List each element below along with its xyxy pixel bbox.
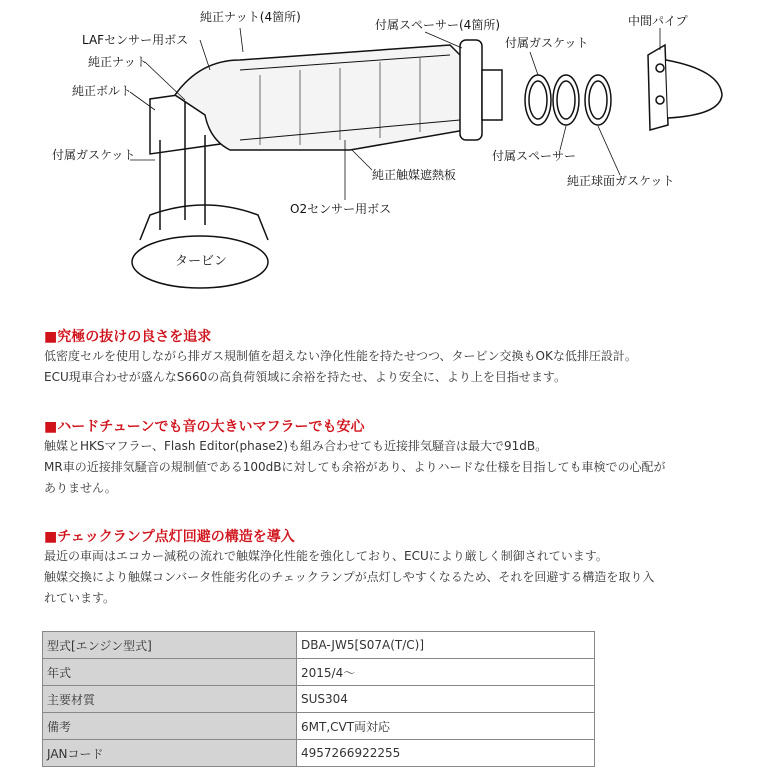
label-nut-4: 純正ナット(4箇所) (200, 10, 301, 24)
table-row (43, 632, 595, 659)
spec-key: 主要材質 (43, 686, 297, 713)
text-line: 最近の車両はエコカー減税の流れで触媒浄化性能を強化しており、ECUにより厳しく制御されています。 (44, 549, 608, 563)
label-sphere-gasket: 純正球面ガスケット (567, 174, 675, 188)
spec-value: 2015/4～ (297, 659, 595, 686)
table-row (43, 659, 595, 686)
text-line: MR車の近接排気騒音の規制値である100dBに対しても余裕があり、よりハードな仕様を目指しても車検での心配が (44, 460, 666, 474)
parts-diagram (0, 0, 780, 300)
text-line: 触媒とHKSマフラー、Flash Editor(phase2)も組み合わせても近接排気騒音は最大で91dB。 (44, 439, 548, 453)
label-spacer: 付属スペーサー (492, 149, 577, 163)
label-gasket-left: 付属ガスケット (52, 148, 136, 162)
label-o2-boss: O2センサー用ボス (290, 202, 392, 216)
spec-value: 6MT,CVT両対応 (297, 713, 595, 740)
text-line: ECU現車合わせが盛んなS660の高負荷領域に余裕を持たせ、より安全に、より上を目指せます。 (44, 370, 566, 384)
section-heading: ■チェックランプ点灯回避の構造を導入 (44, 529, 295, 545)
spec-value: DBA-JW5[S07A(T/C)] (297, 632, 595, 659)
section-heading: ■ハードチューンでも音の大きいマフラーでも安心 (44, 419, 365, 435)
spec-key: JANコード (43, 740, 297, 767)
label-heat-shield: 純正触媒遮熱板 (372, 168, 457, 182)
label-spacer-4: 付属スペーサー(4箇所) (375, 18, 500, 32)
spec-key: 型式[エンジン型式] (43, 632, 297, 659)
section-heading: ■究極の抜けの良さを追求 (44, 329, 212, 345)
label-gasket-right: 付属ガスケット (505, 36, 589, 50)
label-laf-boss: LAFセンサー用ボス (82, 33, 189, 47)
table-row (43, 686, 595, 713)
section-text (44, 436, 665, 499)
text-line: 低密度セルを使用しながら排ガス規制値を超えない浄化性能を持たせつつ、タービン交換もOKな低排圧設計。 (44, 349, 637, 363)
table-row (43, 740, 595, 767)
text-line: ありません。 (44, 481, 117, 495)
label-turbine: タービン (175, 254, 228, 269)
spec-key: 備考 (43, 713, 297, 740)
label-nut: 純正ナット (88, 55, 148, 69)
text-line: れています。 (44, 591, 116, 605)
label-mid-pipe: 中間パイプ (628, 14, 688, 28)
label-bolt: 純正ボルト (72, 84, 133, 98)
spec-value: 4957266922255 (297, 740, 595, 767)
section-text (44, 346, 637, 388)
spec-table (42, 631, 595, 767)
text-line: 触媒交換により触媒コンバータ性能劣化のチェックランプが点灯しやすくなるため、それを回避する構造を取り入 (44, 570, 655, 584)
spec-value: SUS304 (297, 686, 595, 713)
table-row (43, 713, 595, 740)
section-text (44, 546, 654, 609)
spec-key: 年式 (43, 659, 297, 686)
